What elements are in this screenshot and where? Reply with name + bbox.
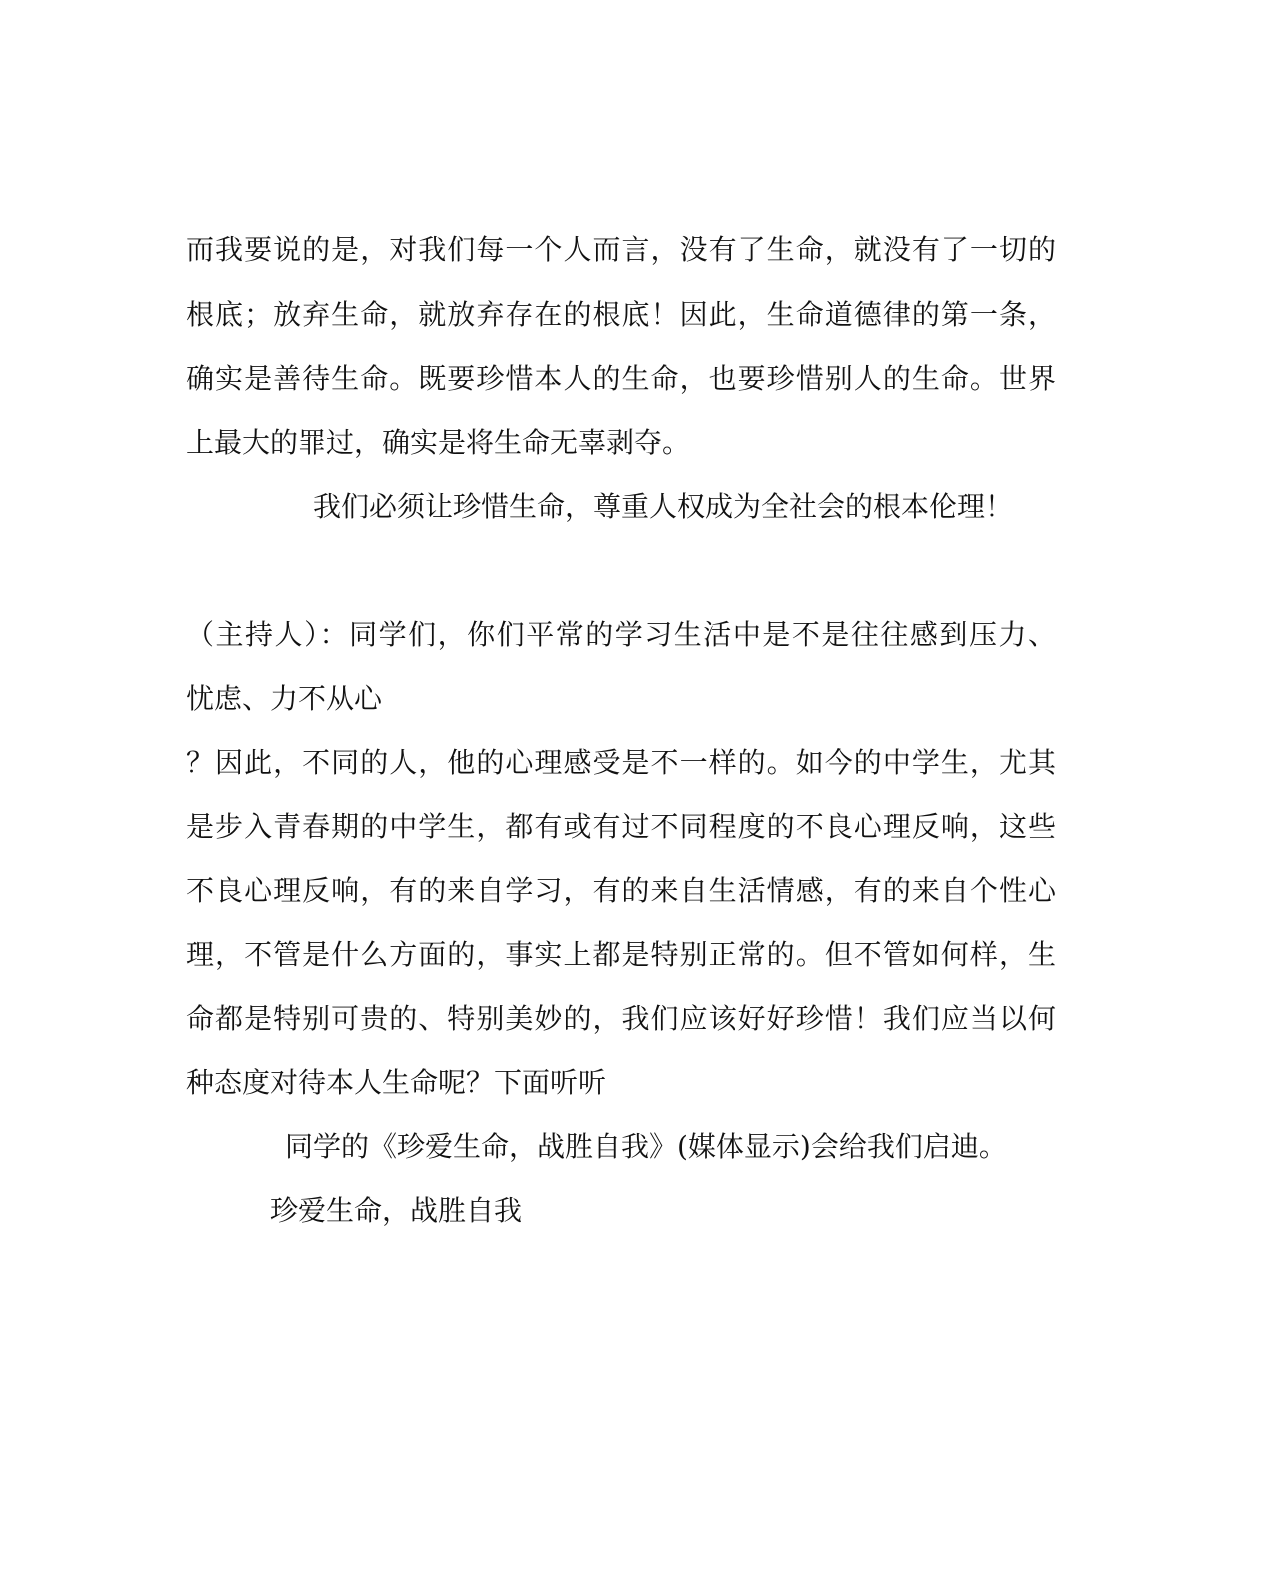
text-line: 确实是善待生命。既要珍惜本人的生命，也要珍惜别人的生命。世界 [186,362,1056,395]
text-line: 理，不管是什么方面的，事实上都是特别正常的。但不管如何样，生 [186,938,1056,971]
text-line: 忧虑、力不从心 [186,682,383,715]
text-line: 是步入青春期的中学生，都有或有过不同程度的不良心理反响，这些 [186,810,1056,843]
text-line: 上最大的罪过，确实是将生命无辜剥夺。 [186,426,691,459]
text-line: 而我要说的是，对我们每一个人而言，没有了生命，就没有了一切的 [186,233,1056,266]
text-line: 种态度对待本人生命呢？下面听听 [186,1066,607,1099]
text-line: ？因此，不同的人，他的心理感受是不一样的。如今的中学生，尤其 [186,746,1056,779]
text-line: （主持人）：同学们，你们平常的学习生活中是不是往往感到压力、 [186,618,1056,651]
text-line: 根底；放弃生命，就放弃存在的根底！因此，生命道德律的第一条， [186,298,1056,331]
text-line: 命都是特别可贵的、特别美妙的，我们应该好好珍惜！我们应当以何 [186,1002,1056,1035]
text-line: 同学的《珍爱生命，战胜自我》(媒体显示)会给我们启迪。 [285,1130,1007,1163]
text-line: 不良心理反响，有的来自学习，有的来自生活情感，有的来自个性心 [186,874,1056,907]
text-line: 我们必须让珍惜生命，尊重人权成为全社会的根本伦理！ [313,490,1014,523]
section-heading: 珍爱生命，战胜自我 [270,1194,523,1227]
